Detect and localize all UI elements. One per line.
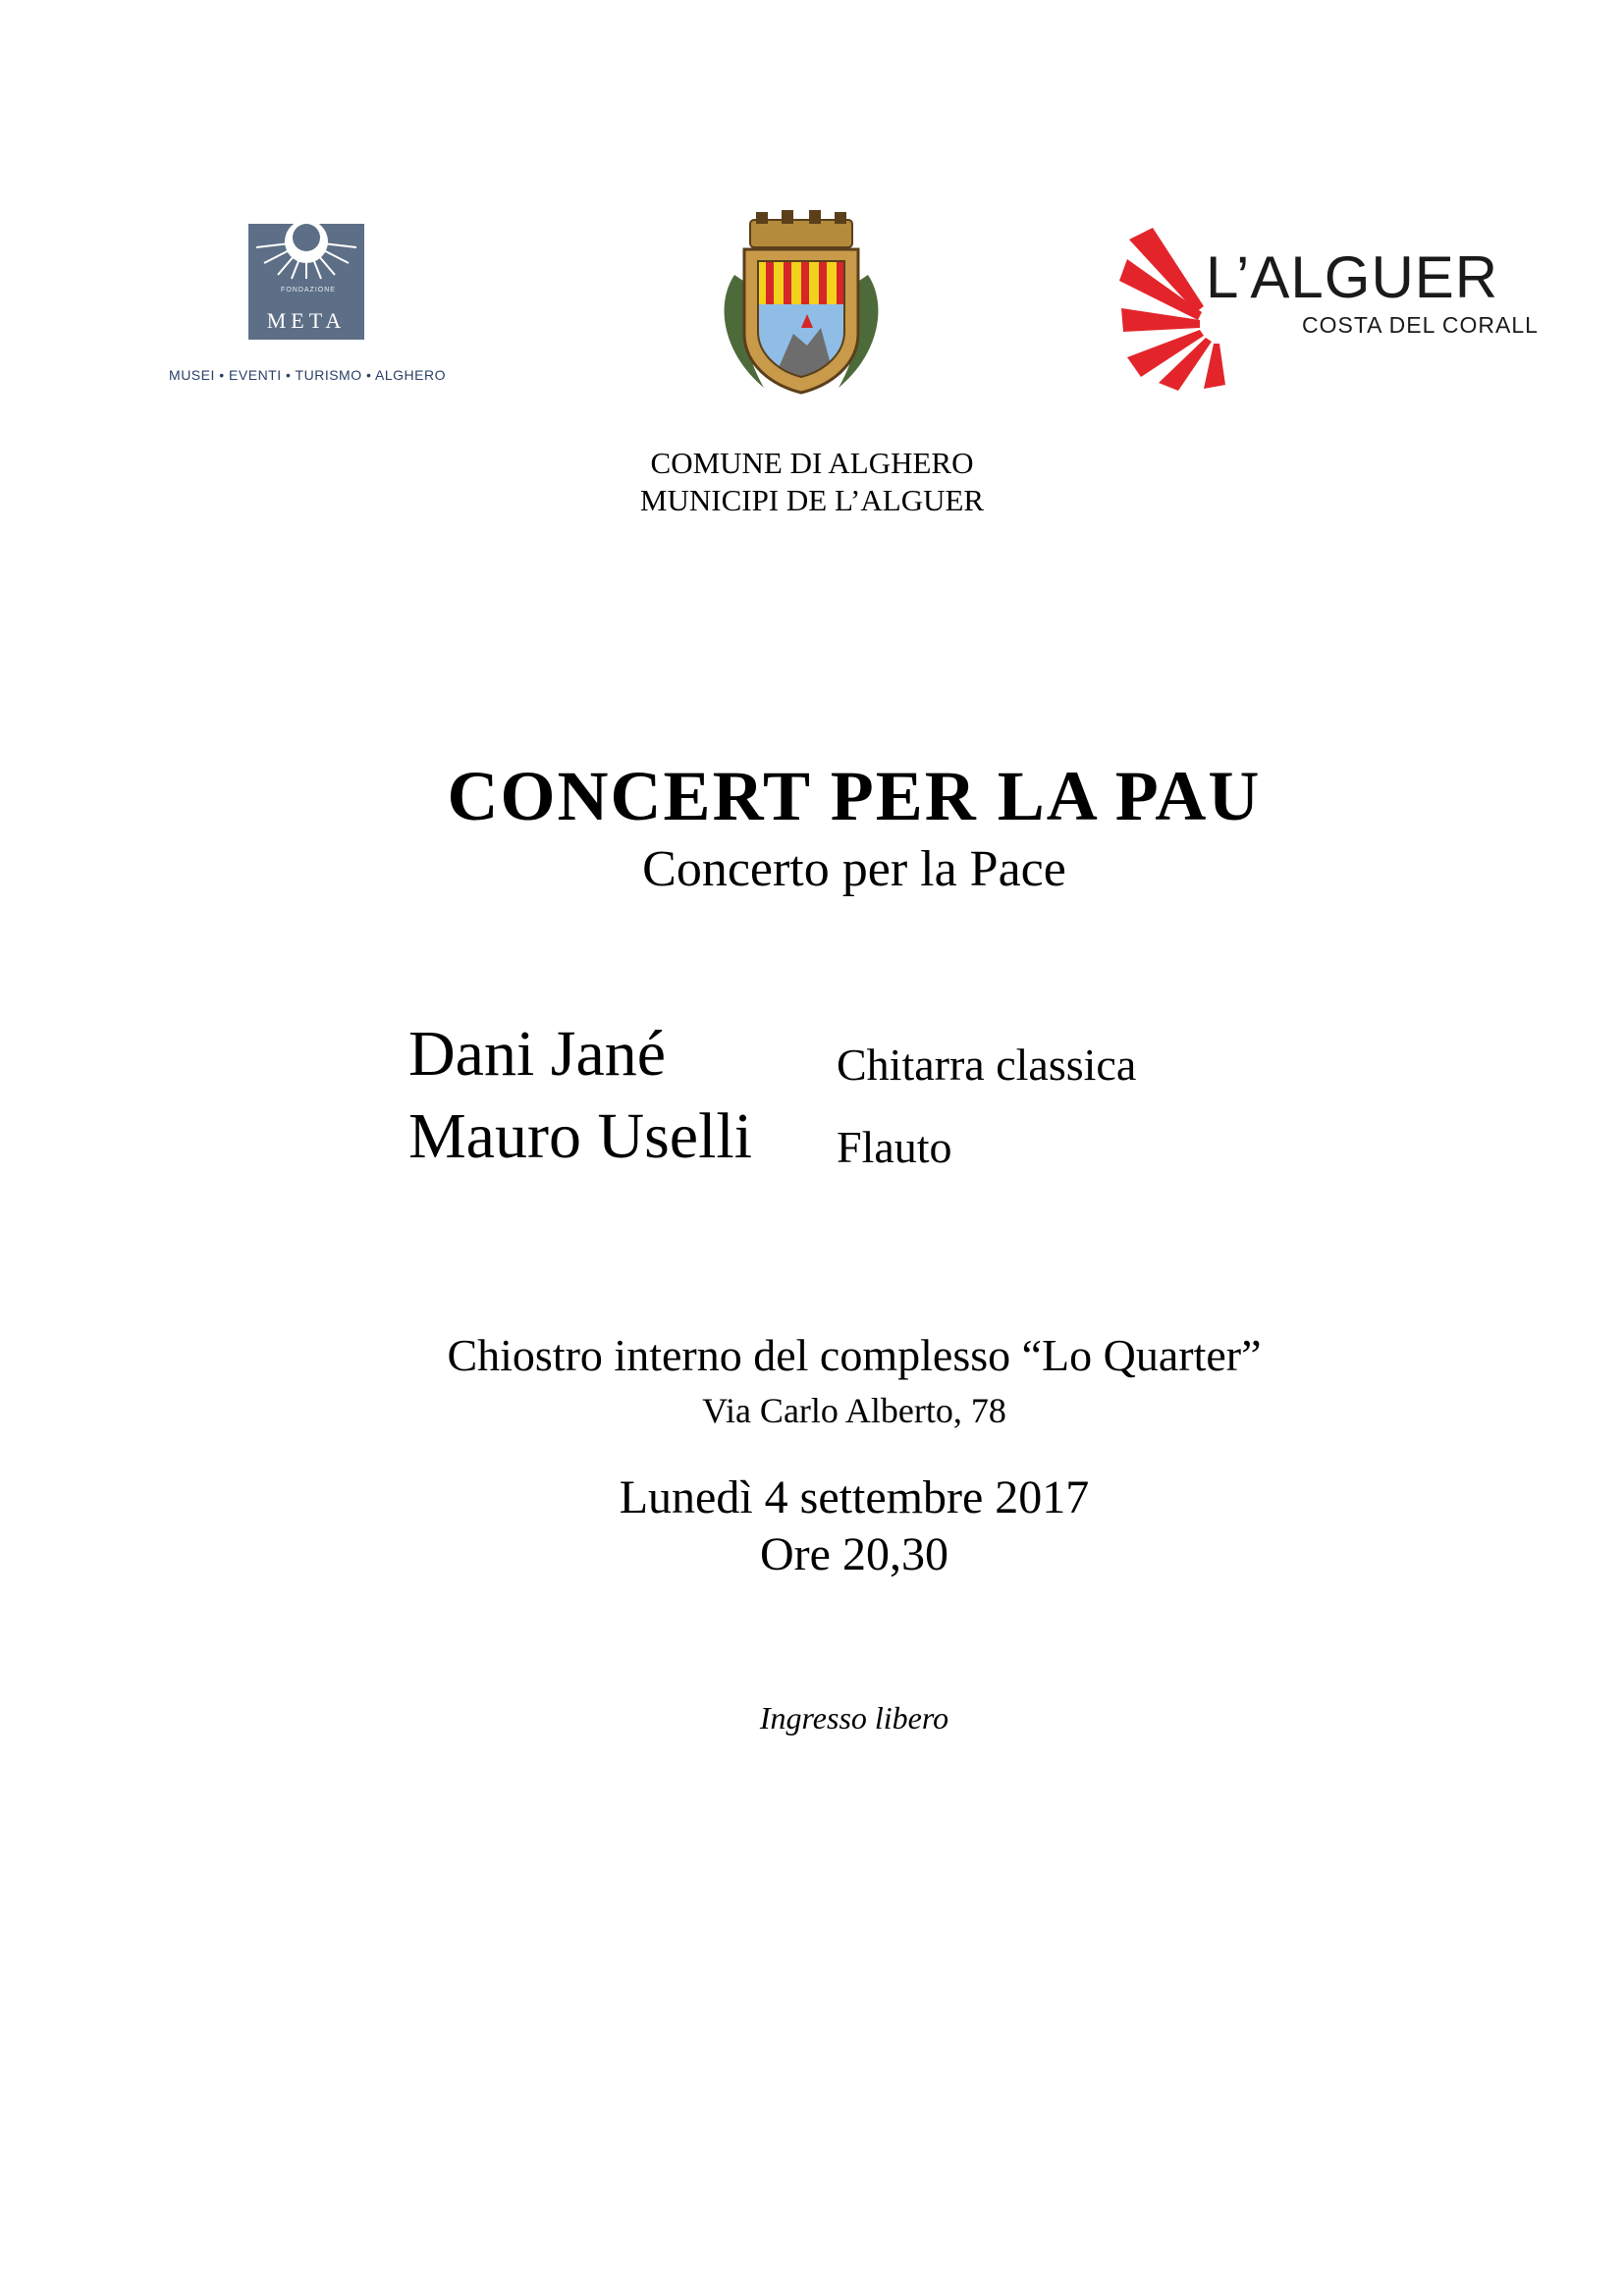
event-time: Ore 20,30 [760, 1528, 948, 1580]
event-date: Lunedì 4 settembre 2017 [619, 1471, 1090, 1523]
header-line-2: MUNICIPI DE L’ALGUER [639, 483, 985, 517]
coat-of-arms-icon [705, 206, 897, 399]
performer-role: Flauto [837, 1122, 952, 1172]
entry-note: Ingresso libero [759, 1700, 949, 1735]
performer-role: Chitarra classica [837, 1040, 1137, 1090]
event-title: CONCERT PER LA PAU [447, 757, 1262, 835]
meta-logo [248, 224, 364, 340]
meta-small-text: FONDAZIONE [281, 287, 336, 294]
alguer-subtitle: COSTA DEL CORALL [1302, 312, 1539, 338]
performer-name: Mauro Uselli [408, 1100, 753, 1172]
event-subtitle: Concerto per la Pace [642, 841, 1066, 897]
venue-place: Chiostro interno del complesso “Lo Quarter” [447, 1330, 1262, 1380]
meta-word: META [266, 308, 347, 333]
venue-address: Via Carlo Alberto, 78 [702, 1391, 1006, 1430]
alguer-title: L’ALGUER [1206, 244, 1499, 310]
meta-tagline: MUSEI • EVENTI • TURISMO • ALGHERO [169, 367, 446, 383]
performer-name: Dani Jané [408, 1018, 667, 1090]
header-line-1: COMUNE DI ALGHERO [650, 446, 974, 480]
